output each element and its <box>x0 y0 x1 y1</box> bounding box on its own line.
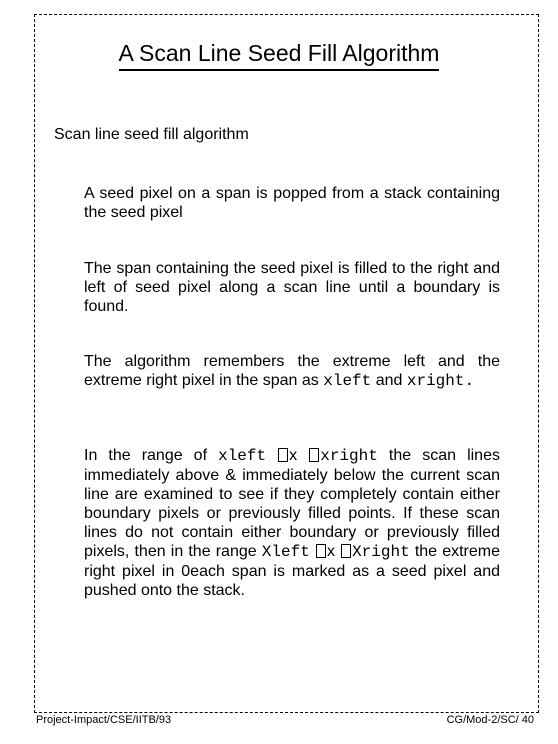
var-xleft: xleft <box>218 447 267 465</box>
paragraph-span-fill: The span containing the seed pixel is filled to the right and left of seed pixel along a scan line until a boundary is found. <box>84 260 500 315</box>
var-xleft: xleft <box>323 372 372 390</box>
footer-left: Project-Impact/CSE/IITB/93 <box>36 714 172 726</box>
paragraph-extremes: The algorithm remembers the extreme left and the extreme right pixel in the span as xleft and xright. <box>84 353 500 390</box>
section-heading: Scan line seed fill algorithm <box>54 126 249 143</box>
var-xright: xright. <box>406 372 475 390</box>
le-symbol-icon <box>341 544 351 558</box>
le-symbol-icon <box>316 544 326 558</box>
paragraph-scan-range: In the range of xleft x xright the scan lines immediately above & immediately below the current scan line are examined to see if they completely contain either boundary pixels or previously filled points. If these scan lines do not contain either boundary or previously filled pixels, then in the range Xleft x Xright the extreme right pixel in 0each span is marked as a seed pixel and pushed onto the stack. <box>84 447 500 599</box>
var-xright: Xright <box>352 543 410 561</box>
paragraph-seed-pop: A seed pixel on a span is popped from a stack containing the seed pixel <box>84 185 500 221</box>
slide-title: A Scan Line Seed Fill Algorithm <box>0 40 558 71</box>
footer-right: CG/Mod-2/SC/ 40 <box>446 714 534 726</box>
le-symbol-icon <box>278 448 288 462</box>
var-xright: xright <box>320 447 378 465</box>
le-symbol-icon <box>309 448 319 462</box>
var-xleft: Xleft <box>261 543 310 561</box>
